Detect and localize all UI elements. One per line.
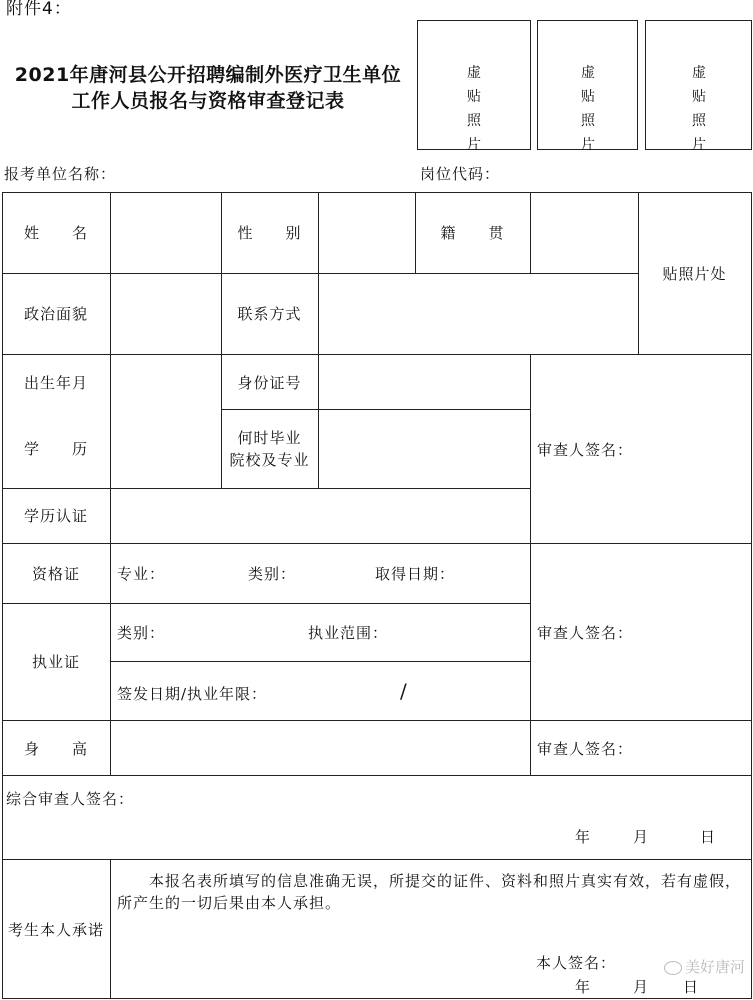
- photo-slot-2: [537, 20, 638, 153]
- reviewer-sign-label-1: 审查人签名：: [537, 441, 634, 459]
- post-code-label: 岗位代码：: [420, 165, 501, 183]
- reviewer-sign-label-2: 审查人签名：: [537, 624, 634, 642]
- watermark-text: 美好唐河: [684, 958, 745, 976]
- qual-category-label: 类别：: [248, 565, 297, 583]
- qual-cert-label: 资格证: [31, 565, 80, 583]
- photo-slot-text: 虚贴照片: [467, 65, 481, 153]
- qual-date-label: 取得日期：: [375, 565, 456, 583]
- native-place-label: 籍 贯: [440, 224, 505, 242]
- grad-time-label: 何时毕业: [237, 429, 302, 447]
- edu-cert-label: 学历认证: [23, 507, 88, 525]
- sign-year: 年: [575, 978, 592, 996]
- qual-major-label: 专业：: [117, 565, 166, 583]
- id-number-label: 身份证号: [237, 374, 302, 392]
- photo-slot-text: 虚贴照片: [692, 65, 706, 153]
- photo-area-label: 贴照片处: [662, 265, 727, 283]
- promise-label: 考生本人承诺: [7, 921, 104, 939]
- gender-label: 性 别: [237, 224, 302, 242]
- practice-date-label: 签发日期/执业年限：: [117, 685, 268, 703]
- name-label: 姓 名: [23, 224, 88, 242]
- photo-slot-text: 虚贴照片: [581, 65, 595, 153]
- date-day: 日: [700, 828, 717, 846]
- date-year: 年: [575, 828, 592, 846]
- watermark: [664, 956, 745, 977]
- overall-reviewer-label: 综合审查人签名：: [6, 790, 135, 808]
- education-label: 学 历: [23, 440, 88, 458]
- sign-month: 月: [633, 978, 650, 996]
- birth-label: 出生年月: [23, 374, 88, 392]
- self-sign-label: 本人签名：: [536, 954, 617, 972]
- political-status-label: 政治面貌: [23, 305, 88, 323]
- height-label: 身 高: [23, 740, 88, 758]
- practice-category-label: 类别：: [117, 624, 166, 642]
- practice-slash: /: [400, 679, 408, 703]
- reviewer-sign-label-3: 审查人签名：: [537, 740, 634, 758]
- unit-name-label: 报考单位名称：: [4, 165, 117, 183]
- practice-scope-label: 执业范围：: [308, 624, 389, 642]
- practice-cert-label: 执业证: [31, 653, 80, 671]
- grad-school-label: 院校及专业: [229, 451, 310, 469]
- form-title: 2021年唐河县公开招聘编制外医疗卫生单位工作人员报名与资格审查登记表: [14, 64, 402, 112]
- sign-day: 日: [683, 978, 700, 996]
- promise-text: 本报名表所填写的信息准确无误，所提交的证件、资料和照片真实有效，若有虚假，所产生的一切后果由本人承担。: [117, 872, 742, 912]
- contact-label: 联系方式: [237, 305, 302, 323]
- attachment-label: 附件4：: [6, 0, 72, 19]
- date-month: 月: [633, 828, 650, 846]
- wechat-icon: [664, 961, 682, 975]
- photo-slot-3: [645, 20, 752, 153]
- photo-slot-1: [417, 20, 531, 153]
